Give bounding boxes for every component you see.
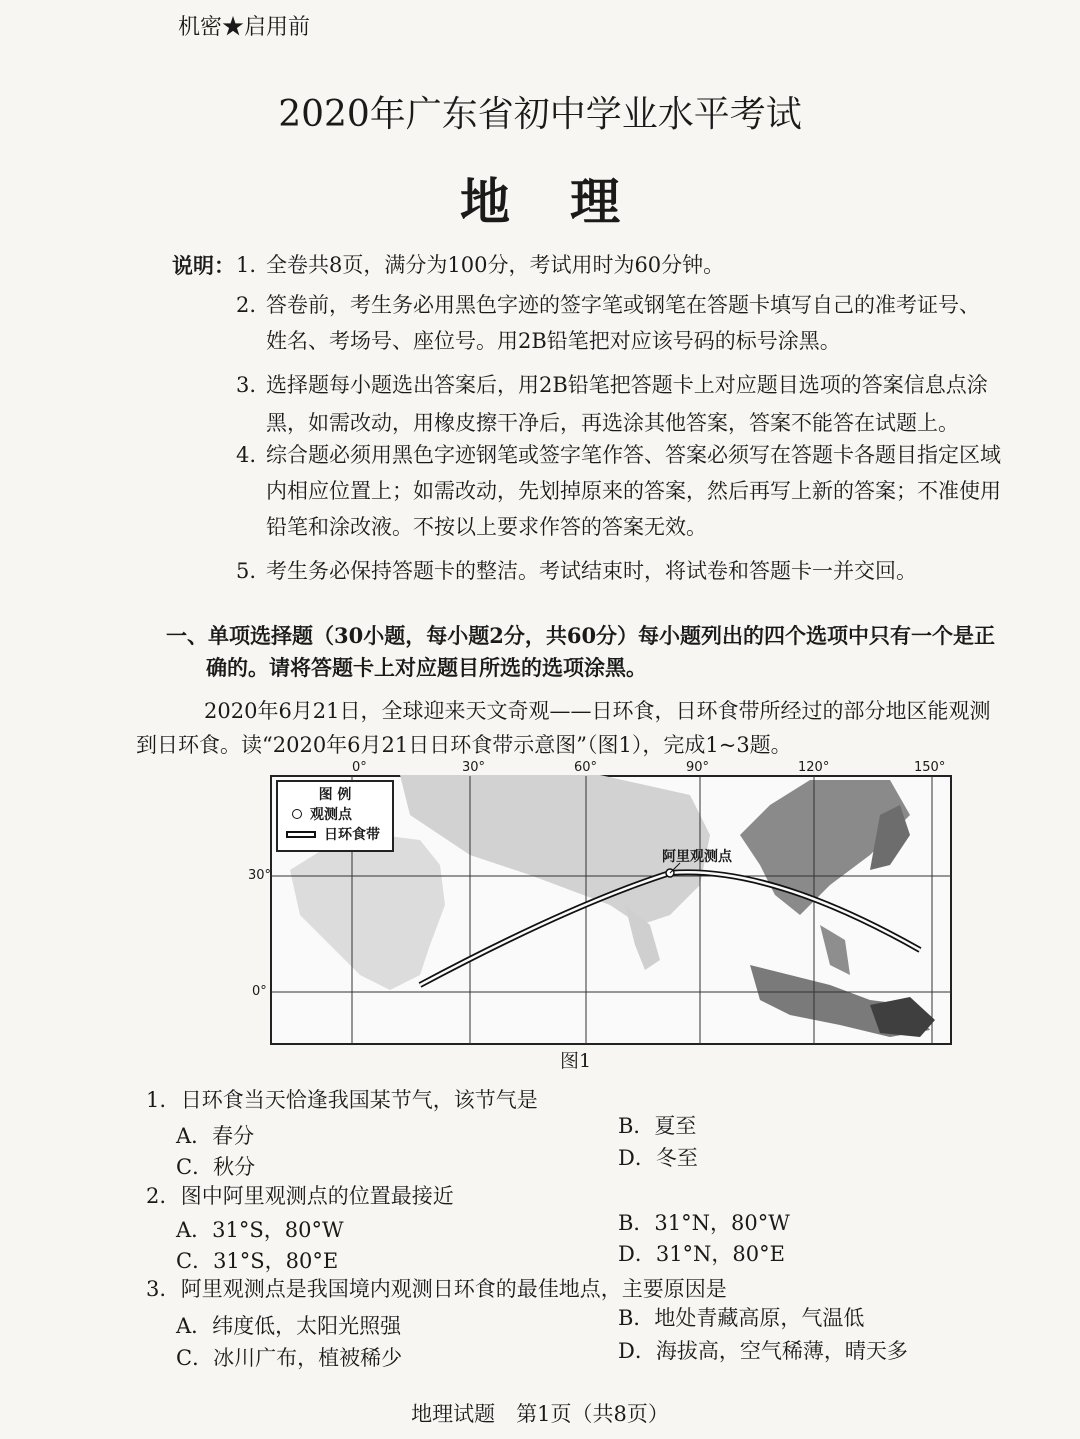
section-heading-line: 确的。请将答题卡上对应题目所选的选项涂黑。 [206,655,647,680]
instruction-number: 1. [236,253,257,277]
lon-tick-label: 120° [798,760,830,775]
figure-caption: 图1 [560,1050,592,1072]
question [146,1180,454,1210]
question-stem: 阿里观测点是我国境内观测日环食的最佳地点，主要原因是 [180,1277,727,1301]
lat-tick-label: 0° [252,984,267,999]
question-stem: 图中阿里观测点的位置最接近 [180,1184,454,1208]
legend-row [286,804,392,824]
lon-tick-label: 60° [574,760,598,775]
option-d[interactable]: D．冬至 [618,1146,698,1170]
map-legend [276,780,394,852]
exam-title: 2020年广东省初中学业水平考试 [278,94,802,135]
instruction-text: 选择题每小题选出答案后，用2B铅笔把答题卡上对应题目选项的答案信息点涂 [266,373,988,397]
lon-tick-label: 0° [352,760,367,775]
option-d[interactable]: D．海拔高，空气稀薄，晴天多 [618,1339,908,1363]
ali-point-label: 阿里观测点 [662,849,732,865]
instruction-text: 内相应位置上；如需改动，先划掉原来的答案，然后再写上新的答案；不准使用 [266,479,1001,503]
instruction-text: 铅笔和涂改液。不按以上要求作答的答案无效。 [266,515,707,539]
instruction-number: 2. [236,293,257,317]
instruction-text: 综合题必须用黑色字迹钢笔或签字笔作答、答案必须写在答题卡各题目指定区域 [266,443,1001,467]
intro-line: 到日环食。读“2020年6月21日日环食带示意图”（图1），完成1~3题。 [136,733,792,757]
legend-row [286,824,392,844]
option-a[interactable]: A．31°S，80°W [176,1218,344,1242]
option-c[interactable]: C．31°S，80°E [176,1249,339,1273]
observation-point-icon [292,809,302,819]
lat-tick-label: 30° [248,868,272,883]
question-stem: 日环食当天恰逢我国某节气，该节气是 [180,1088,538,1112]
lon-tick-label: 30° [462,760,486,775]
instruction-number: 3. [236,373,257,397]
legend-band-label: 日环食带 [324,827,380,843]
instruction-number: 4. [236,443,257,467]
option-c[interactable]: C．秋分 [176,1155,256,1179]
instruction-text: 姓名、考场号、座位号。用2B铅笔把对应该号码的标号涂黑。 [266,329,841,353]
option-b[interactable]: B．夏至 [618,1114,697,1138]
instruction-text: 考生务必保持答题卡的整洁。考试结束时，将试卷和答题卡一并交回。 [266,559,917,583]
question-number: 1. [146,1088,167,1112]
instruction-number: 5. [236,559,257,583]
intro-line: 2020年6月21日，全球迎来天文奇观——日环食，日环食带所经过的部分地区能观测 [204,699,991,723]
section-heading [166,620,1046,684]
legend-point-label: 观测点 [310,807,352,823]
option-a[interactable]: A．春分 [176,1124,255,1148]
lon-tick-label: 150° [914,760,946,775]
question-number: 2. [146,1184,167,1208]
secret-mark: 机密★启用前 [178,15,311,40]
instruction-item [236,370,1051,438]
subject-title: 地理 [460,172,680,231]
option-a[interactable]: A．纬度低，太阳光照强 [176,1314,402,1338]
instruction-item [236,250,1051,280]
eclipse-band-icon [286,831,316,838]
legend-title: 图 例 [318,787,352,803]
instructions-label: 说明： [172,253,235,278]
instruction-text: 全卷共8页，满分为100分，考试用时为60分钟。 [266,253,725,277]
option-c[interactable]: C．冰川广布，植被稀少 [176,1346,403,1370]
page-footer: 地理试题 第1页（共8页） [411,1402,669,1426]
question [146,1273,727,1303]
question-intro [136,694,1045,762]
option-d[interactable]: D．31°N，80°E [618,1242,785,1266]
option-b[interactable]: B．31°N，80°W [618,1211,790,1235]
instruction-item [236,440,1051,542]
lon-tick-label: 90° [686,760,710,775]
instruction-text: 黑，如需改动，用橡皮擦干净后，再选涂其他答案，答案不能答在试题上。 [266,411,959,435]
option-b[interactable]: B．地处青藏高原，气温低 [618,1306,865,1330]
question [146,1084,538,1114]
section-heading-line: 一、单项选择题（30小题，每小题2分，共60分）每小题列出的四个选项中只有一个是正 [166,623,996,648]
instruction-item [236,556,1051,586]
instruction-text: 答卷前，考生务必用黑色字迹的签字笔或钢笔在答题卡填写自己的准考证号、 [266,293,980,317]
question-number: 3. [146,1277,167,1301]
instruction-item [236,290,1051,356]
